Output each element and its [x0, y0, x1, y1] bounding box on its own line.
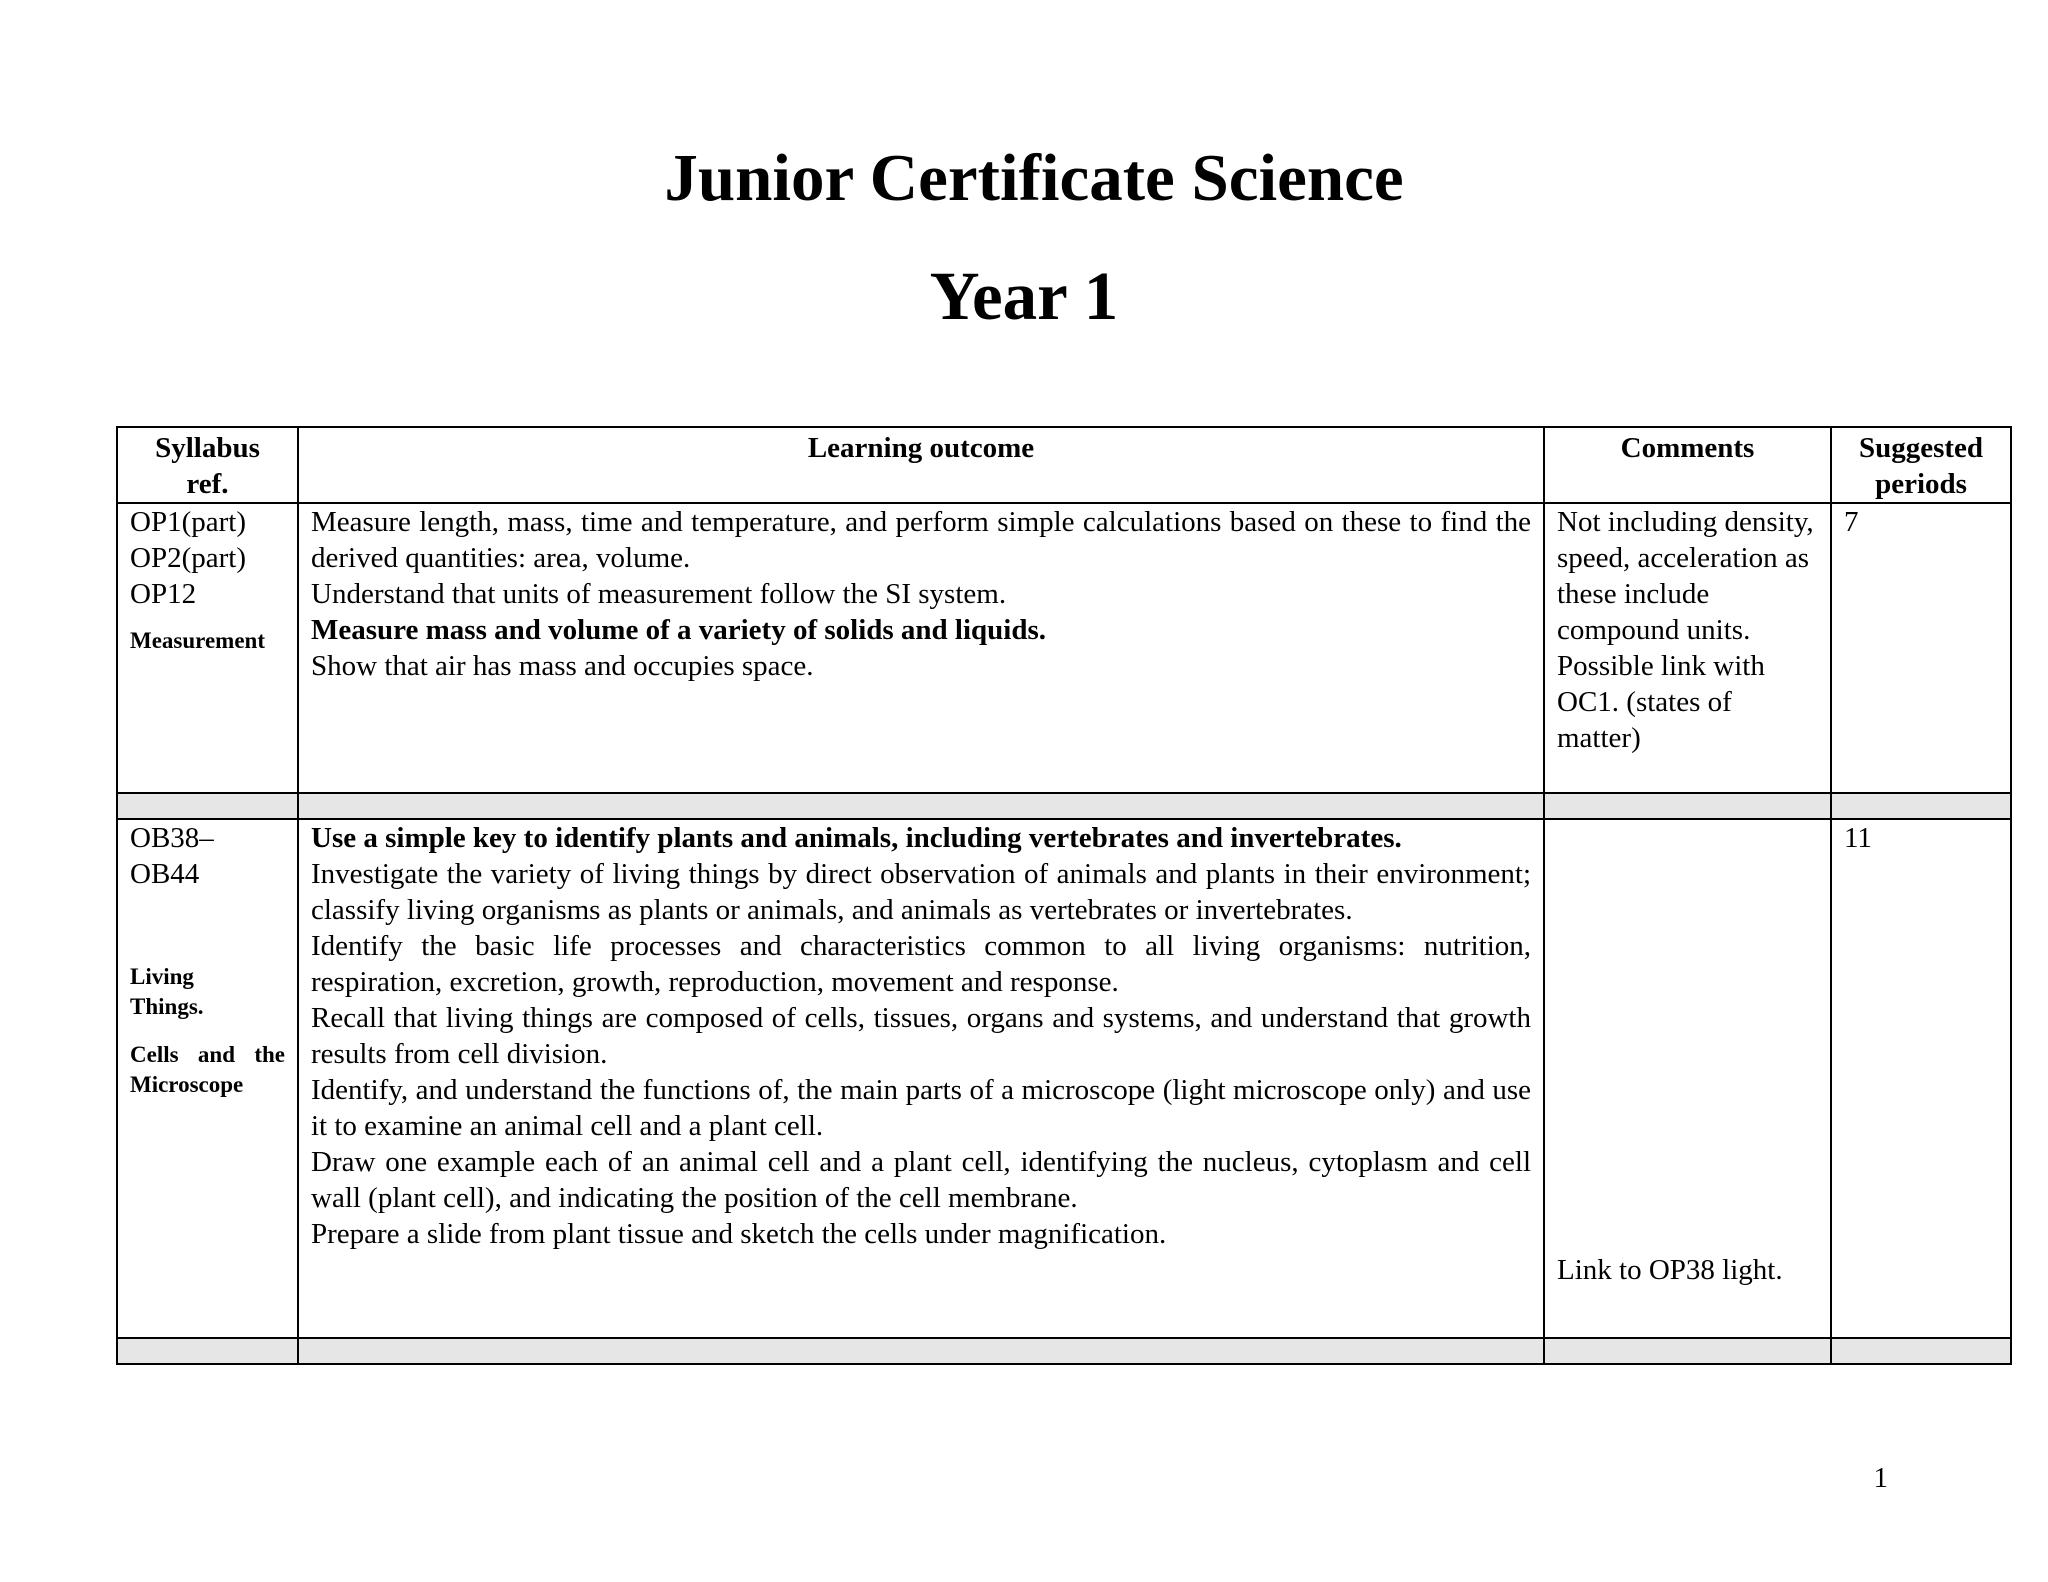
comments-cell [1544, 819, 1831, 1338]
syllabus-ref-code: OB38– [130, 822, 214, 854]
syllabus-table [116, 426, 2012, 1365]
table-header-row [117, 427, 2011, 503]
syllabus-ref-cell [117, 503, 298, 793]
comment-text: Link to OP38 light. [1557, 1254, 1783, 1286]
learning-outcome-item: Investigate the variety of living things by direct observation of animals and plants in their environment; classify living organisms as plants or animals, and animals as vertebrates or invertebrates. [311, 858, 1531, 926]
learning-outcome-item: Measure length, mass, time and temperature, and perform simple calculations based on these to find the derived quantities: area, volume. [311, 506, 1531, 574]
learning-outcome-item: Draw one example each of an animal cell and a plant cell, identifying the nucleus, cytoplasm and cell wall (plant cell), and indicating the position of the cell membrane. [311, 1146, 1531, 1214]
header-comments: Comments [1544, 427, 1831, 503]
header-suggested-periods-line2: periods [1875, 468, 1967, 500]
table-separator-row [117, 1338, 2011, 1364]
topic-label: Living [130, 964, 194, 989]
learning-outcome-item: Show that air has mass and occupies space. [311, 650, 814, 682]
syllabus-ref-cell [117, 819, 298, 1338]
learning-outcome-item: Recall that living things are composed of cells, tissues, organs and systems, and understand that growth results from cell division. [311, 1002, 1531, 1070]
table-row [117, 503, 2011, 793]
header-syllabus-ref-line2: ref. [186, 468, 229, 500]
header-suggested-periods-line1: Suggested [1858, 432, 1984, 464]
suggested-periods-cell: 11 [1831, 819, 2011, 1338]
comment-text: Possible link with OC1. (states of matter) [1557, 650, 1765, 754]
syllabus-ref-code: OP12 [130, 578, 197, 610]
table-row [117, 819, 2011, 1338]
syllabus-ref-code: OP2(part) [130, 542, 246, 574]
page-number: 1 [1873, 1462, 1888, 1494]
header-learning-outcome: Learning outcome [298, 427, 1544, 503]
learning-outcome-item: Measure mass and volume of a variety of solids and liquids. [311, 614, 1047, 646]
header-syllabus-ref [117, 427, 298, 503]
table-separator-row [117, 793, 2011, 819]
topic-label: Measurement [130, 628, 265, 653]
learning-outcome-item: Understand that units of measurement follow the SI system. [311, 578, 1007, 610]
comments-cell [1544, 503, 1831, 793]
learning-outcome-item: Identify the basic life processes and characteristics common to all living organisms: nutrition, respiration, excretion, growth, reproduction, movement and response. [311, 930, 1531, 998]
learning-outcome-item: Prepare a slide from plant tissue and sketch the cells under magnification. [311, 1218, 1167, 1250]
comment-text: Not including density, speed, acceleration as these include compound units. [1557, 506, 1814, 646]
syllabus-ref-code: OB44 [130, 858, 200, 890]
learning-outcome-cell [298, 819, 1544, 1338]
syllabus-ref-code: OP1(part) [130, 506, 246, 538]
suggested-periods-cell: 7 [1831, 503, 2011, 793]
topic-label: Things. [130, 994, 204, 1019]
topic-label: Microscope [130, 1072, 244, 1097]
header-suggested-periods [1831, 427, 2011, 503]
header-syllabus-ref-line1: Syllabus [155, 432, 260, 464]
learning-outcome-item: Use a simple key to identify plants and animals, including vertebrates and invertebrates. [311, 822, 1402, 854]
document-title: Junior Certificate Science [664, 141, 1404, 215]
learning-outcome-cell [298, 503, 1544, 793]
topic-label: Cells and the [130, 1042, 285, 1067]
learning-outcome-item: Identify, and understand the functions of, the main parts of a microscope (light microscope only) and use it to examine an animal cell and a plant cell. [311, 1074, 1531, 1142]
document-subtitle: Year 1 [929, 258, 1119, 334]
